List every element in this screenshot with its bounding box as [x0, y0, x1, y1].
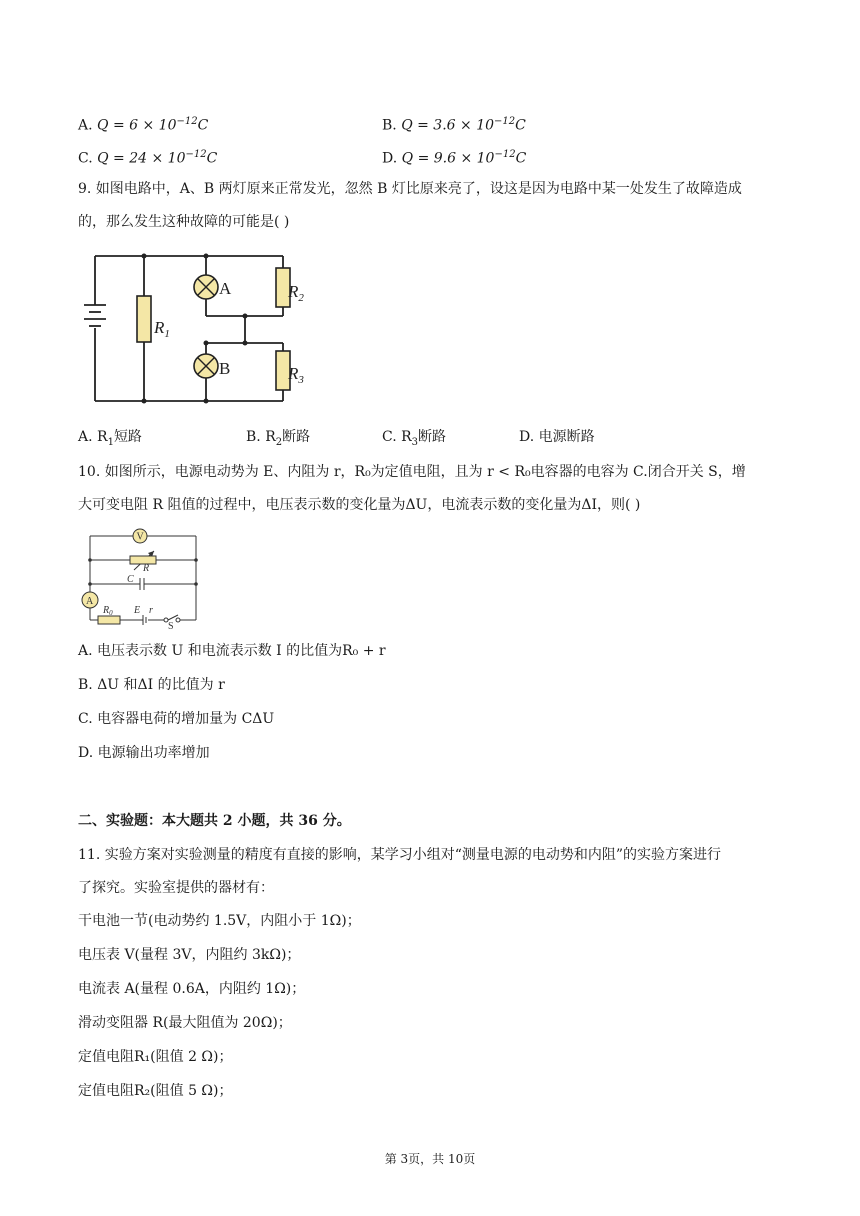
q11-item-voltmeter: 电压表 V(量程 3V，内阻约 3kΩ)； — [78, 947, 301, 963]
lamp-b-icon — [194, 354, 218, 378]
q11-item-r1: 定值电阻R₁(阻值 2 Ω)； — [78, 1049, 233, 1065]
q8-option-c: C. $Q = 24 \times 10^{-12}C$ — [78, 149, 218, 167]
r2-label: $R_2$ — [288, 282, 304, 304]
q9-option-b: B. $R_2$断路 — [246, 429, 311, 448]
r1-label: $R_1$ — [154, 318, 170, 340]
q8-option-b: B. $Q = 3.6 \times 10^{-12}C$ — [382, 116, 526, 134]
q11-item-rheostat: 滑动变阻器 R(最大阻值为 20Ω)； — [78, 1015, 292, 1031]
q10-option-a: A. 电压表示数 U 和电流表示数 I 的比值为R₀ + r — [78, 643, 386, 659]
q11-item-r2: 定值电阻R₂(阻值 5 Ω)； — [78, 1083, 233, 1099]
q10-text-line1: 10. 如图所示，电源电动势为 E、内阻为 r，R₀为定值电阻，且为 r < R₀电容器的电容为 C.闭合开关 S，增 — [78, 464, 746, 480]
q10-option-d: D. 电源输出功率增加 — [78, 745, 210, 761]
q9-option-d: D. 电源断路 — [519, 429, 595, 445]
lamp-a-icon — [194, 275, 218, 299]
section-2-heading: 二、实验题：本大题共 2 小题，共 36 分。 — [78, 813, 351, 829]
internal-r-label: r — [149, 605, 153, 616]
q10-circuit-diagram — [76, 524, 206, 630]
r0-resistor — [98, 616, 120, 624]
r1-resistor — [137, 296, 151, 342]
q9-option-c: C. $R_3$断路 — [382, 429, 447, 448]
r0-label: $R_0$ — [103, 605, 113, 617]
switch-label: S — [168, 621, 174, 630]
q8-option-d: D. $Q = 9.6 \times 10^{-12}C$ — [382, 149, 527, 167]
q11-text-line1: 11. 实验方案对实验测量的精度有直接的影响，某学习小组对“测量电源的电动势和内阻”的实验方案进行 — [78, 847, 722, 863]
q10-option-c: C. 电容器电荷的增加量为 CΔU — [78, 711, 275, 727]
lamp-a-label: A — [219, 279, 232, 298]
voltmeter-label: V — [136, 531, 144, 543]
r3-label: $R_3$ — [288, 364, 304, 386]
q11-text-line2: 了探究。实验室提供的器材有： — [78, 880, 274, 896]
q10-option-b: B. ΔU 和ΔI 的比值为 r — [78, 677, 225, 693]
q8-option-a: A. $Q = 6 \times 10^{-12}C$ — [78, 116, 209, 134]
q11-item-battery: 干电池一节(电动势约 1.5V，内阻小于 1Ω)； — [78, 913, 361, 929]
q9-text-line1: 9. 如图电路中，A、B 两灯原来正常发光，忽然 B 灯比原来亮了，设这是因为电路中某一处发生了故障造成 — [78, 181, 742, 197]
q9-text-line2: 的，那么发生这种故障的可能是( ) — [78, 214, 290, 230]
page-footer: 第 3页，共 10页 — [384, 1152, 476, 1166]
ammeter-label: A — [86, 596, 94, 607]
rheostat-label: R — [143, 563, 150, 574]
emf-label: E — [134, 605, 141, 616]
capacitor-label: C — [127, 574, 134, 585]
q10-text-line2: 大可变电阻 R 阻值的过程中，电压表示数的变化量为ΔU，电流表示数的变化量为ΔI，则( ) — [78, 497, 641, 513]
q9-circuit-diagram — [78, 248, 318, 408]
lamp-b-label: B — [219, 359, 231, 378]
q11-item-ammeter: 电流表 A(量程 0.6A，内阻约 1Ω)； — [78, 981, 306, 997]
q9-option-a: A. $R_1$短路 — [78, 429, 142, 448]
